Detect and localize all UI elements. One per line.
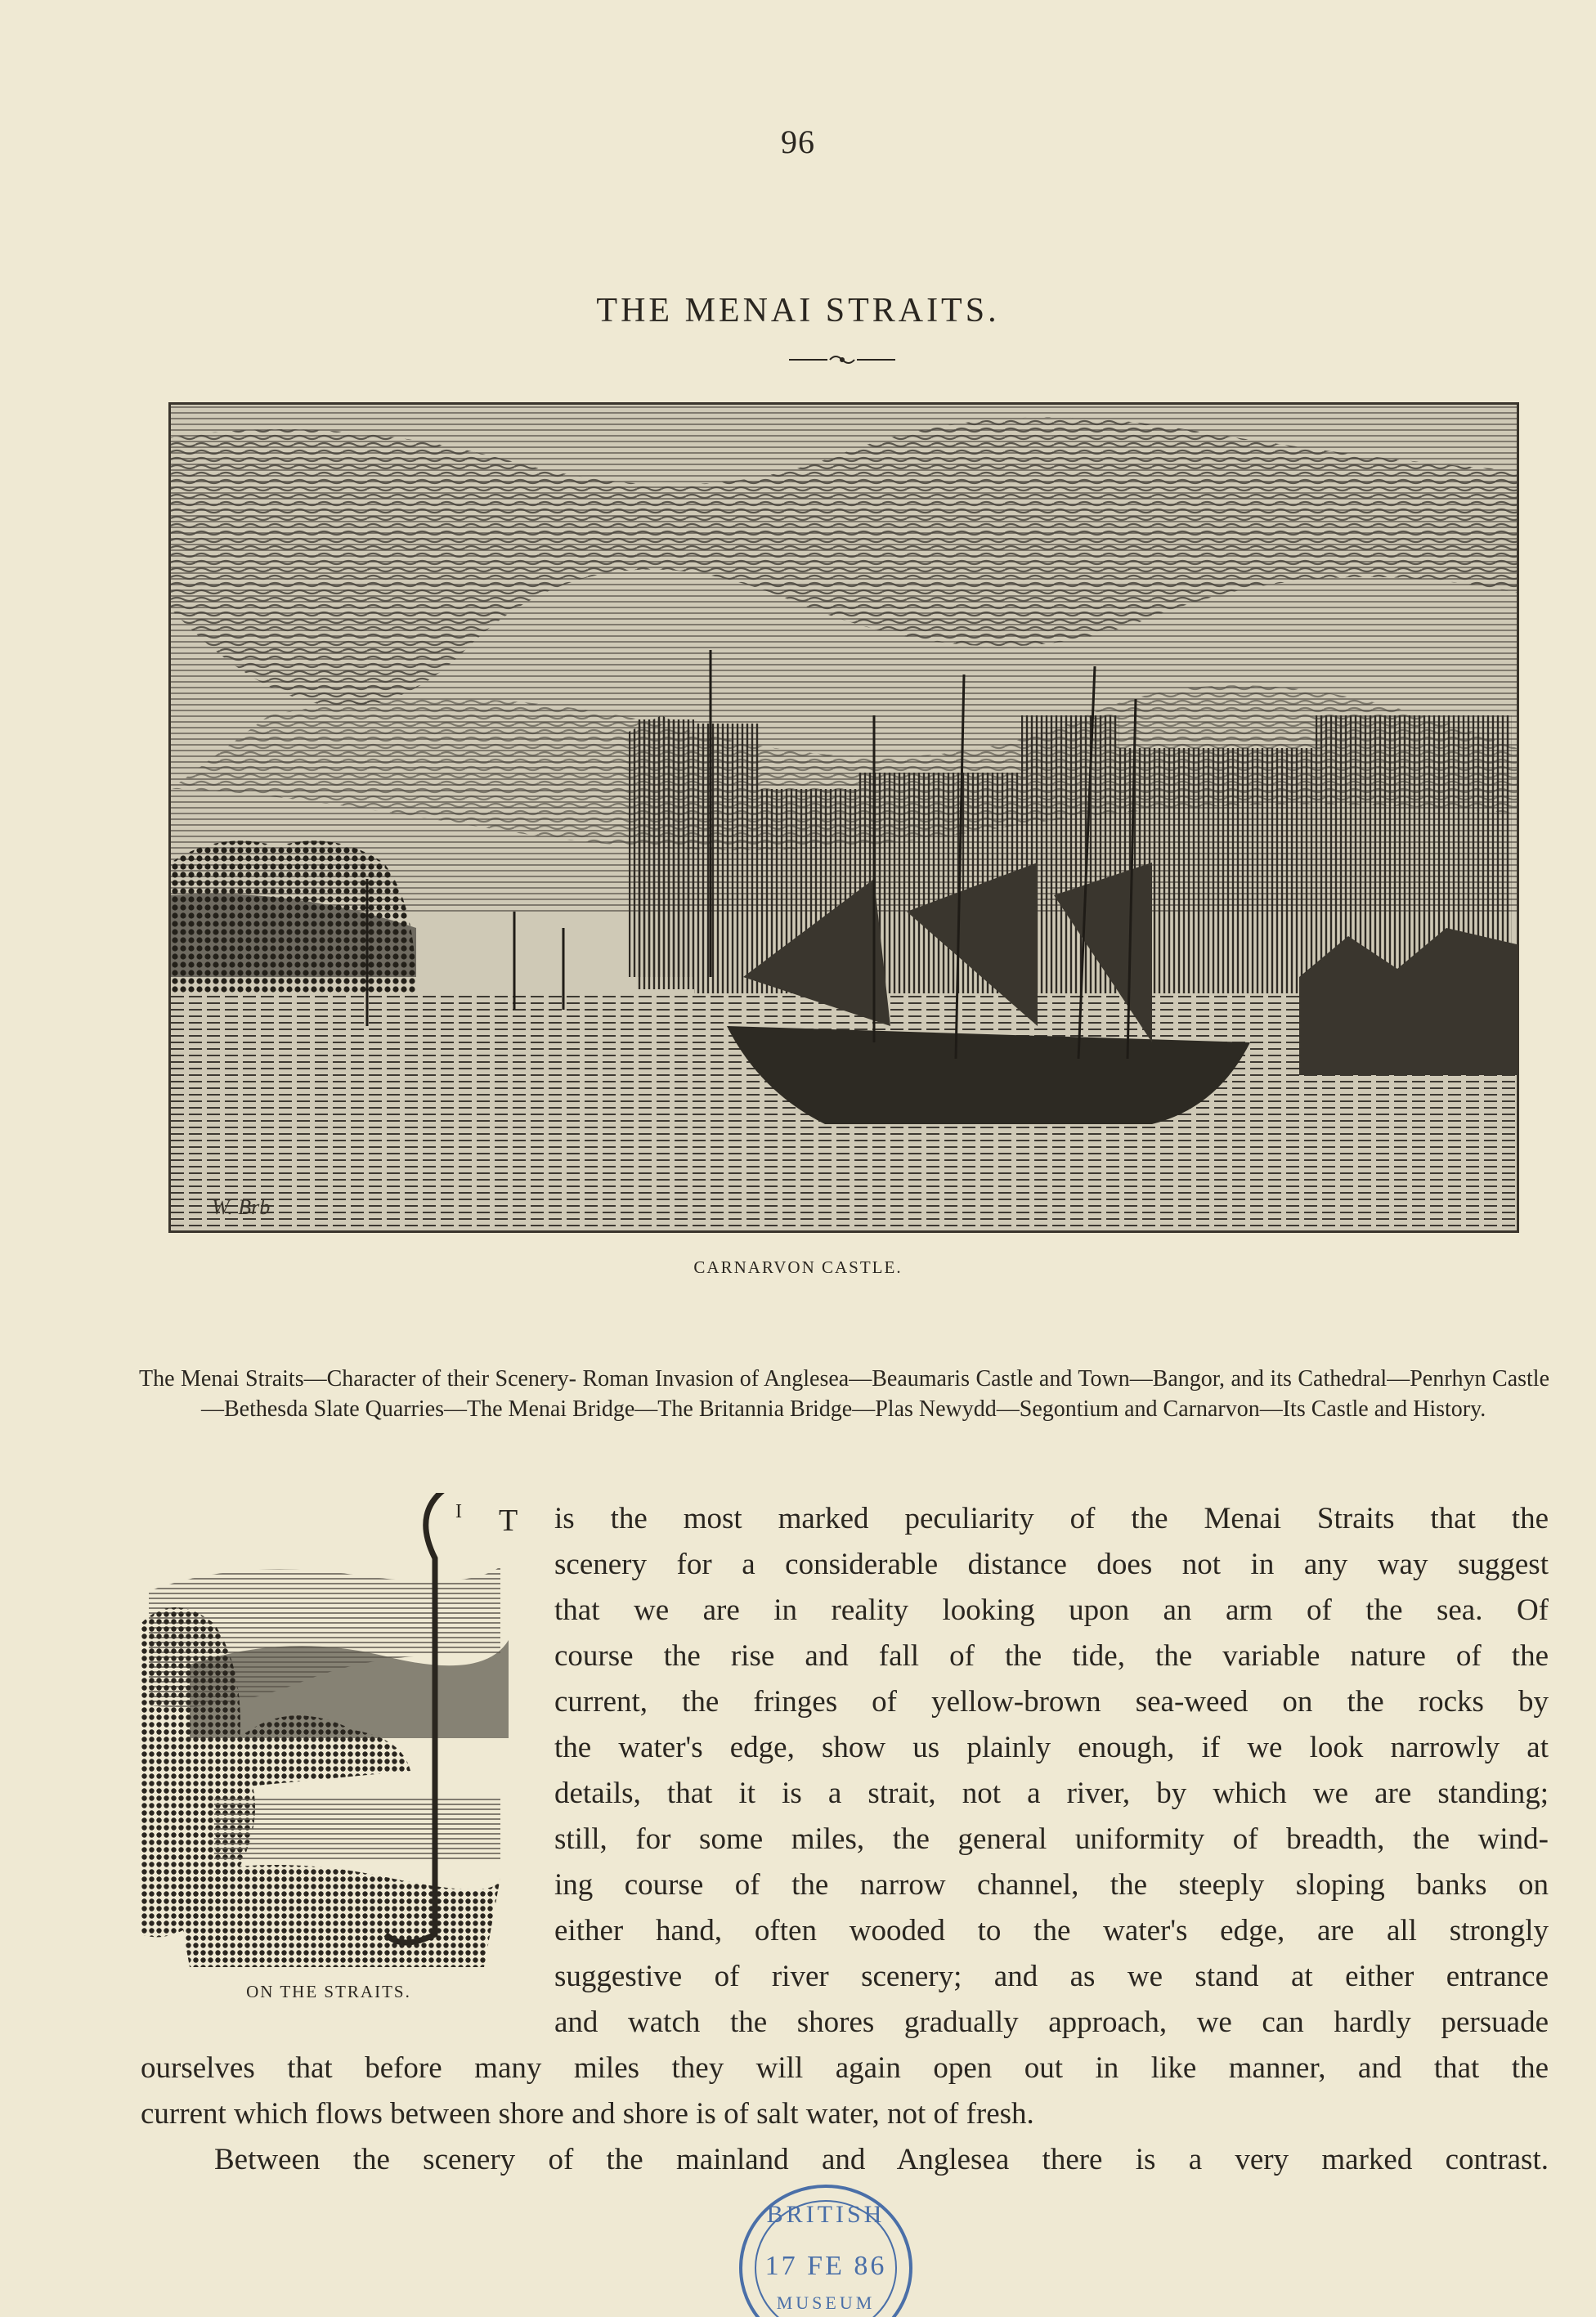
on-the-straits-vignette (141, 1493, 517, 1975)
stamp-date: 17 FE 86 (764, 2251, 887, 2281)
title-ornament (785, 352, 899, 368)
body-line-7: details, that it is a strait, not a river, by which we are standing; (554, 1777, 1549, 1810)
engraving-art (171, 405, 1517, 1230)
vignette-art (141, 1493, 517, 1975)
body-line-12: and watch the shores gradually approach, we can hardly persuade (554, 2006, 1549, 2039)
main-illustration-caption: CARNARVON CASTLE. (693, 1257, 903, 1277)
synopsis-text: The Menai Straits—Character of their Scenery- Roman Invasion of Anglesea—Beaumaris Castle and Town—Bangor, and its Cathedral—Penrhyn Castle—Bethesda Slate Quarries—The Menai Bridge—The Britannia Bridge—Plas Newydd—Segontium and Carnarvon—Its Castle and History. (139, 1366, 1549, 1422)
body-line-9: ing course of the narrow channel, the steeply sloping banks on (554, 1868, 1549, 1902)
stamp-bottom-text: MUSEUM (776, 2292, 876, 2313)
body-line-11: suggestive of river scenery; and as we stand at either entrance (554, 1960, 1549, 1993)
body-line-6: the water's edge, show us plainly enough, if we look narrowly at (554, 1731, 1549, 1764)
body-line-13: ourselves that before many miles they will again open out in like manner, and that the (141, 2051, 1549, 2085)
ornamental-initial: I (455, 1501, 462, 1522)
library-stamp (729, 2178, 922, 2317)
opening-letter: T (499, 1504, 518, 1538)
body-line-1: is the most marked peculiarity of the Menai Straits that the (554, 1502, 1549, 1535)
body-line-8: still, for some miles, the general uniformity of breadth, the wind- (554, 1822, 1549, 1856)
chapter-synopsis (139, 1364, 1549, 1424)
chapter-title: THE MENAI STRAITS. (596, 292, 1000, 329)
side-illustration-caption: ON THE STRAITS. (246, 1982, 411, 2001)
body-line-5: current, the fringes of yellow-brown sea-weed on the rocks by (554, 1685, 1549, 1719)
body-line-15: Between the scenery of the mainland and Anglesea there is a very marked contrast. (214, 2143, 1549, 2176)
page-number: 96 (781, 123, 815, 160)
body-line-10: either hand, often wooded to the water's edge, are all strongly (554, 1914, 1549, 1947)
carnarvon-castle-engraving (168, 402, 1519, 1233)
stamp-top-text: BRITISH (766, 2201, 885, 2228)
body-line-2: scenery for a considerable distance does not in any way suggest (554, 1548, 1549, 1581)
body-line-4: course the rise and fall of the tide, the variable nature of the (554, 1639, 1549, 1673)
body-line-14: current which flows between shore and shore is of salt water, not of fresh. (141, 2097, 1034, 2131)
body-line-3: that we are in reality looking upon an arm of the sea. Of (554, 1593, 1549, 1627)
engraver-signature: W. Brb (212, 1195, 271, 1219)
